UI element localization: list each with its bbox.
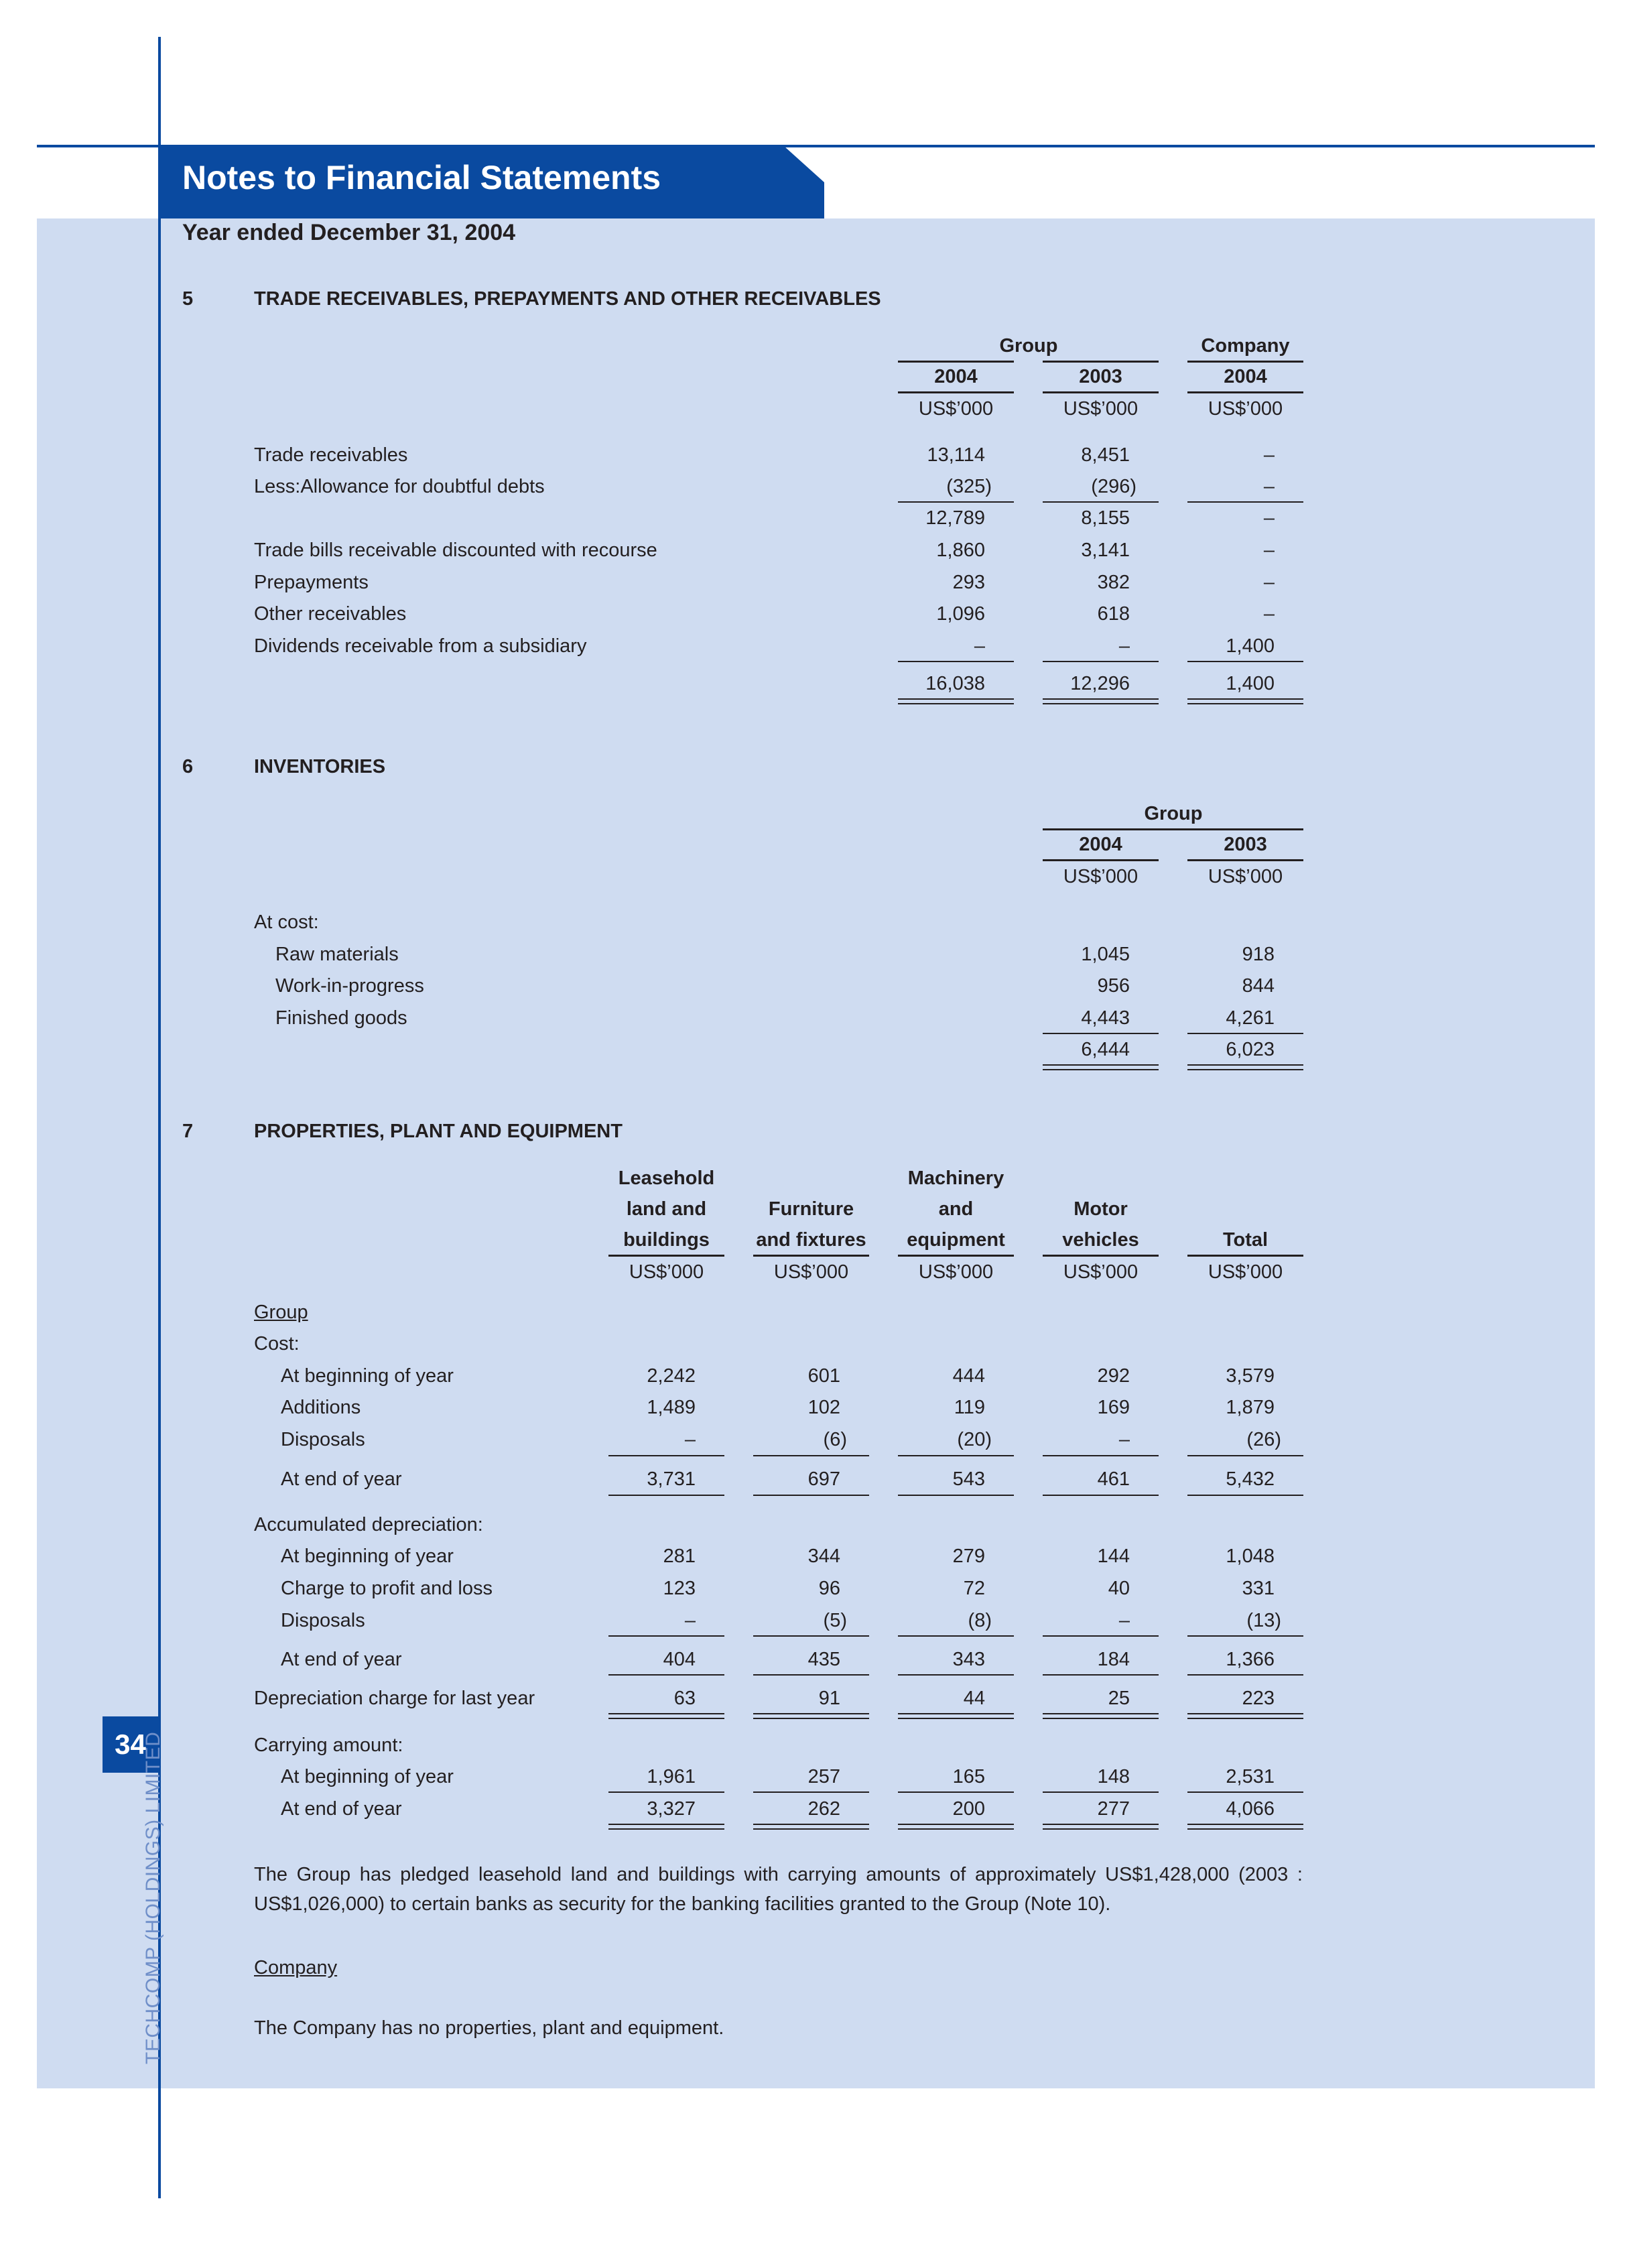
rule	[1187, 391, 1303, 393]
rule	[608, 1713, 724, 1714]
cell: 435	[807, 1649, 840, 1670]
cell: 601	[807, 1365, 840, 1387]
cell: –	[1118, 1429, 1130, 1450]
cell: 6,444	[1081, 1039, 1130, 1060]
rule	[1043, 1828, 1159, 1830]
unit-label: US$’000	[629, 1261, 704, 1283]
cell: (6)	[823, 1429, 847, 1450]
row-label: Raw materials	[275, 944, 399, 965]
cell: 1,048	[1226, 1546, 1275, 1567]
note7-number: 7	[182, 1121, 194, 1142]
header-line: and fixtures	[756, 1229, 866, 1251]
row-label: At beginning of year	[281, 1365, 454, 1387]
header-line: Motor	[1074, 1198, 1128, 1220]
row-label: Trade receivables	[254, 444, 408, 466]
header-line: buildings	[623, 1229, 710, 1251]
rule	[1187, 698, 1303, 700]
cell: 2,531	[1226, 1766, 1275, 1787]
cell: 444	[952, 1365, 985, 1387]
cell: 8,451	[1081, 444, 1130, 466]
cell: 63	[673, 1688, 696, 1709]
cell: 1,366	[1226, 1649, 1275, 1670]
cell: 4,261	[1226, 1007, 1275, 1029]
rule	[1187, 1674, 1303, 1676]
note5-unit-3: US$’000	[1208, 398, 1283, 420]
rule	[1187, 1824, 1303, 1825]
row-label: Additions	[281, 1397, 361, 1418]
company-name-vertical: TECHCOMP (HOLDINGS) LIMITED	[142, 1731, 164, 2064]
rule	[1187, 1064, 1303, 1066]
cell: 277	[1097, 1798, 1130, 1820]
rule	[608, 1791, 724, 1793]
header-line: land and	[626, 1198, 707, 1220]
rule	[753, 1824, 869, 1825]
cell: 25	[1108, 1688, 1130, 1709]
cell: 4,066	[1226, 1798, 1275, 1820]
cell: 257	[807, 1766, 840, 1787]
rule	[1187, 1713, 1303, 1714]
rule	[1187, 661, 1303, 662]
rule	[898, 1495, 1014, 1496]
cell: 1,961	[647, 1766, 696, 1787]
rule	[1043, 1033, 1159, 1034]
row-label: At beginning of year	[281, 1766, 454, 1787]
rule	[898, 361, 1014, 363]
rule	[753, 1255, 869, 1257]
row-label: Prepayments	[254, 572, 369, 593]
rule	[898, 1635, 1014, 1637]
rule	[898, 1255, 1014, 1257]
header-line: Furniture	[768, 1198, 854, 1220]
page-title: Notes to Financial Statements	[182, 159, 661, 196]
unit-label: US$’000	[1208, 1261, 1283, 1283]
rule	[753, 1635, 869, 1637]
rule	[1043, 1824, 1159, 1825]
cell: –	[1118, 1610, 1130, 1631]
cell: 956	[1097, 975, 1130, 997]
row-label: Finished goods	[275, 1007, 407, 1029]
cell: (325)	[946, 476, 992, 497]
rule	[1043, 1255, 1159, 1257]
rule	[608, 1828, 724, 1830]
rule	[1043, 501, 1159, 503]
cell: 279	[952, 1546, 985, 1567]
rule	[1043, 1674, 1159, 1676]
cell: –	[1263, 603, 1275, 625]
header-line: Machinery	[907, 1168, 1004, 1189]
cell: 40	[1108, 1578, 1130, 1599]
rule	[1187, 1495, 1303, 1496]
rule	[1187, 1718, 1303, 1719]
rule	[608, 1635, 724, 1637]
cell: 1,879	[1226, 1397, 1275, 1418]
row-label: Depreciation charge for last year	[254, 1688, 535, 1709]
cell: –	[1263, 476, 1275, 497]
note7-cost-label: Cost:	[254, 1333, 300, 1354]
row-label: At end of year	[281, 1649, 402, 1670]
cell: (13)	[1246, 1610, 1281, 1631]
cell: (296)	[1091, 476, 1136, 497]
rule	[898, 1674, 1014, 1676]
cell: –	[974, 635, 985, 657]
unit-label: US$’000	[773, 1261, 849, 1283]
cell: 3,731	[647, 1468, 696, 1490]
note7-group-label: Group	[254, 1302, 308, 1323]
cell: –	[1263, 507, 1275, 529]
note7-pledge-text: The Group has pledged leasehold land and buildings with carrying amounts of approximately US$1,428,000 (2003 : US$1,026,000) to certain banks as security for the banking facilities granted to the Group (Note 10).	[254, 1864, 1303, 1915]
cell: 184	[1097, 1649, 1130, 1670]
row-label: Dividends receivable from a subsidiary	[254, 635, 587, 657]
rule	[1187, 1069, 1303, 1070]
note6-number: 6	[182, 756, 194, 777]
row-label: Trade bills receivable discounted with recourse	[254, 540, 657, 561]
cell: 3,579	[1226, 1365, 1275, 1387]
note5-year-1: 2004	[934, 366, 978, 387]
rule	[753, 1828, 869, 1830]
header-line: Total	[1222, 1229, 1269, 1251]
row-label: Charge to profit and loss	[281, 1578, 493, 1599]
rule	[1043, 361, 1159, 363]
note5-title: TRADE RECEIVABLES, PREPAYMENTS AND OTHER RECEIVABLES	[254, 288, 881, 310]
cell: 5,432	[1226, 1468, 1275, 1490]
note5-year-2: 2003	[1079, 366, 1122, 387]
cell: 44	[963, 1688, 985, 1709]
cell: 119	[954, 1397, 985, 1418]
note6-group-label: Group	[1144, 803, 1203, 824]
rule	[1187, 1255, 1303, 1257]
cell: 148	[1097, 1766, 1130, 1787]
cell: 262	[807, 1798, 840, 1820]
cell: –	[684, 1429, 696, 1450]
rule	[898, 698, 1014, 700]
cell: 91	[818, 1688, 840, 1709]
rule	[1043, 1713, 1159, 1714]
row-label: At beginning of year	[281, 1546, 454, 1567]
cell: 144	[1097, 1546, 1130, 1567]
cell: –	[1263, 572, 1275, 593]
row-label: Work-in-progress	[275, 975, 424, 997]
note6-year-2: 2003	[1224, 834, 1267, 855]
rule	[1043, 1455, 1159, 1456]
rule	[1187, 1828, 1303, 1830]
cell: 123	[663, 1578, 696, 1599]
cell: (20)	[957, 1429, 992, 1450]
header-line: and	[938, 1198, 974, 1220]
rule	[1187, 1635, 1303, 1637]
note6-unit-1: US$’000	[1063, 866, 1139, 887]
rule	[753, 1674, 869, 1676]
rule	[608, 1255, 724, 1257]
cell: 102	[807, 1397, 840, 1418]
note5-unit-1: US$’000	[918, 398, 994, 420]
rule	[753, 1495, 869, 1496]
rule	[753, 1718, 869, 1719]
cell: (26)	[1246, 1429, 1281, 1450]
rule	[1043, 391, 1159, 393]
cell: 844	[1242, 975, 1275, 997]
cell: 1,860	[936, 540, 985, 561]
cell: 293	[952, 572, 985, 593]
note5-company-label: Company	[1201, 335, 1290, 357]
cell: 461	[1097, 1468, 1130, 1490]
cell: 331	[1242, 1578, 1275, 1599]
cell: –	[1263, 444, 1275, 466]
rule	[753, 1455, 869, 1456]
dep-label: Accumulated depreciation:	[254, 1514, 483, 1535]
rule	[753, 1713, 869, 1714]
rule	[898, 391, 1014, 393]
cell: 72	[963, 1578, 985, 1599]
rule	[1043, 1064, 1159, 1066]
unit-label: US$’000	[1063, 1261, 1139, 1283]
rule	[1187, 859, 1303, 861]
cell: 1,400	[1226, 635, 1275, 657]
unit-label: US$’000	[918, 1261, 994, 1283]
rule	[898, 1718, 1014, 1719]
row-label: At end of year	[281, 1798, 402, 1820]
header-line: vehicles	[1062, 1229, 1139, 1251]
cell: 96	[818, 1578, 840, 1599]
row-label: Other receivables	[254, 603, 407, 625]
note6-title: INVENTORIES	[254, 756, 386, 777]
note6-at-cost: At cost:	[254, 911, 319, 933]
cell: –	[1118, 635, 1130, 657]
cell: 12,789	[925, 507, 985, 529]
note5-group-label: Group	[999, 335, 1058, 357]
rule	[898, 1791, 1014, 1793]
rule	[608, 1718, 724, 1719]
rule	[1187, 1791, 1303, 1793]
page-subtitle: Year ended December 31, 2004	[182, 220, 516, 245]
header-line: equipment	[907, 1229, 1005, 1251]
rule	[1043, 1069, 1159, 1070]
cell: 200	[952, 1798, 985, 1820]
cell: 223	[1242, 1688, 1275, 1709]
rule	[898, 703, 1014, 704]
cell: 12,296	[1070, 673, 1130, 694]
cell: 404	[663, 1649, 696, 1670]
cell: 618	[1097, 603, 1130, 625]
rule	[608, 1824, 724, 1825]
row-label: At end of year	[281, 1468, 402, 1490]
rule	[898, 661, 1014, 662]
cell: 382	[1097, 572, 1130, 593]
rule	[898, 1824, 1014, 1825]
rule	[1043, 661, 1159, 662]
rule	[1187, 703, 1303, 704]
note5-year-3: 2004	[1224, 366, 1267, 387]
note6-year-1: 2004	[1079, 834, 1122, 855]
note7-company-text: The Company has no properties, plant and equipment.	[254, 2017, 724, 2039]
carry-label: Carrying amount:	[254, 1735, 403, 1756]
note7-company-label: Company	[254, 1957, 338, 1978]
cell: (5)	[823, 1610, 847, 1631]
rule	[1187, 501, 1303, 503]
cell: 697	[807, 1468, 840, 1490]
cell: 2,242	[647, 1365, 696, 1387]
cell: 16,038	[925, 673, 985, 694]
header-line: Leasehold	[618, 1168, 715, 1189]
cell: 281	[663, 1546, 696, 1567]
rule	[1043, 1791, 1159, 1793]
rule	[898, 1455, 1014, 1456]
note5-number: 5	[182, 288, 194, 310]
rule	[608, 1495, 724, 1496]
cell: 6,023	[1226, 1039, 1275, 1060]
rule	[898, 501, 1014, 503]
rule	[608, 1455, 724, 1456]
cell: 292	[1097, 1365, 1130, 1387]
rule	[1043, 698, 1159, 700]
cell: 1,096	[936, 603, 985, 625]
cell: 344	[807, 1546, 840, 1567]
note6-unit-2: US$’000	[1208, 866, 1283, 887]
cell: 8,155	[1081, 507, 1130, 529]
cell: –	[1263, 540, 1275, 561]
page-number: 34	[103, 1716, 158, 1773]
rule	[1043, 1495, 1159, 1496]
rule	[898, 1713, 1014, 1714]
cell: 169	[1097, 1397, 1130, 1418]
rule	[1043, 1635, 1159, 1637]
rule	[1187, 1033, 1303, 1034]
cell: 1,045	[1081, 944, 1130, 965]
cell: 3,327	[647, 1798, 696, 1820]
note7-title: PROPERTIES, PLANT AND EQUIPMENT	[254, 1121, 623, 1142]
rule	[1187, 1455, 1303, 1456]
rule	[608, 1674, 724, 1676]
cell: 543	[952, 1468, 985, 1490]
rule	[1043, 828, 1303, 830]
cell: 918	[1242, 944, 1275, 965]
rule	[898, 1828, 1014, 1830]
cell: 1,400	[1226, 673, 1275, 694]
rule	[1043, 859, 1159, 861]
cell: 165	[952, 1766, 985, 1787]
cell: 13,114	[927, 444, 985, 466]
cell: 3,141	[1081, 540, 1130, 561]
cell: 4,443	[1081, 1007, 1130, 1029]
rule	[1043, 1718, 1159, 1719]
rule	[1043, 703, 1159, 704]
row-label: Less:Allowance for doubtful debts	[254, 476, 545, 497]
rule	[753, 1791, 869, 1793]
row-label: Disposals	[281, 1429, 365, 1450]
cell: (8)	[968, 1610, 992, 1631]
row-label: Disposals	[281, 1610, 365, 1631]
cell: –	[684, 1610, 696, 1631]
cell: 343	[952, 1649, 985, 1670]
note5-unit-2: US$’000	[1063, 398, 1139, 420]
cell: 1,489	[647, 1397, 696, 1418]
rule	[1187, 361, 1303, 363]
